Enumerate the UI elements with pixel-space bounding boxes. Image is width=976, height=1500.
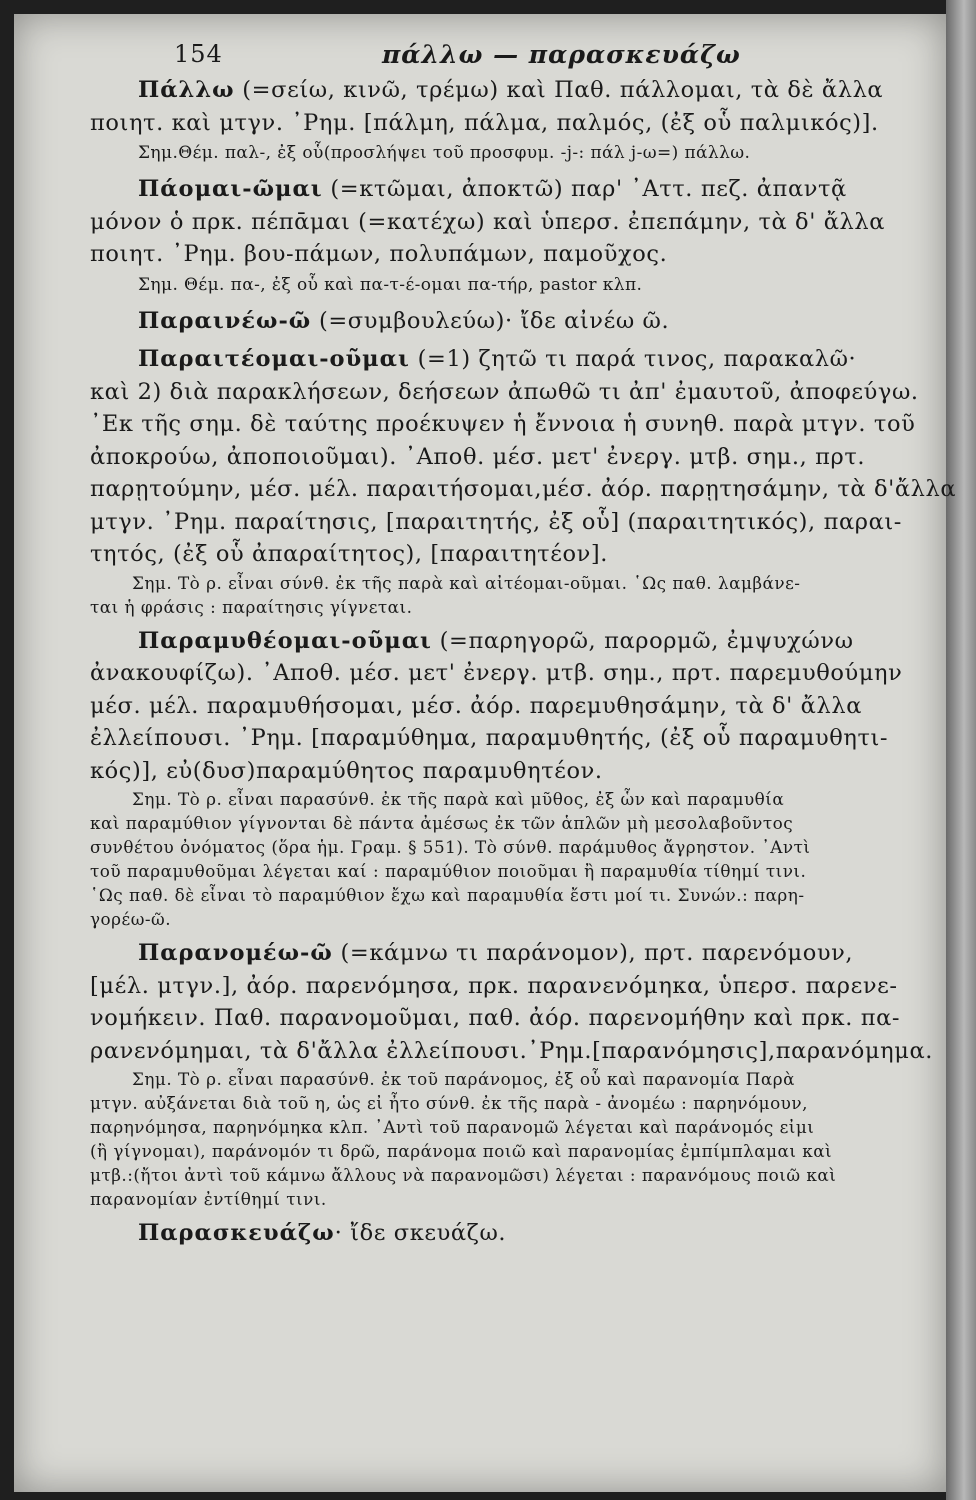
entry-text: νομήκειν. Παθ. παρανομοῦμαι, παθ. ἀόρ. παρενομήθην καὶ πρκ. πα-	[90, 1005, 901, 1031]
entry-headline	[90, 173, 935, 206]
note-line: Σημ. Τὸ ρ. εἶναι σύνθ. ἐκ τῆς παρὰ καὶ αἰτέομαι-οῦμαι. ῾Ως παθ. λαμβάνε-	[132, 572, 801, 593]
entry-lemma: Παρανομέω-ῶ	[138, 940, 333, 966]
entry-line	[90, 271, 935, 299]
page-number: 154	[174, 40, 223, 68]
entry-text: (=κτῶμαι, ἀποκτῶ) παρ' ᾿Αττ. πεζ. ἀπαντᾷ	[322, 176, 847, 202]
entry-headline	[90, 305, 935, 338]
running-head: πάλλω — παρασκευάζω	[382, 40, 741, 69]
entry-headline	[90, 625, 935, 658]
entry-text: καὶ 2) διὰ παρακλήσεων, δεήσεων ἀπωθῶ τι ἀπ' ἐμαυτοῦ, ἀποφεύγω.	[90, 378, 919, 405]
entry-headline	[90, 74, 935, 107]
note-line: συνθέτου ὀνόματος (ὅρα ἡμ. Γραμ. § 551). Τὸ σύνθ. παράμυθος ἄγρηστον. ᾿Αντὶ	[90, 837, 811, 857]
entry-line	[90, 473, 957, 506]
entry-headline	[90, 343, 935, 376]
entry-line	[90, 408, 935, 441]
note-line: (ἢ γίγνομαι), παράνομόν τι δρῶ, παράνομα ποιῶ καὶ παρανομίας ἐμπίμπλαμαι καὶ	[90, 1141, 833, 1161]
entry-headline	[90, 937, 935, 970]
entry-line	[90, 1035, 935, 1068]
entry-line	[90, 538, 935, 571]
entry-line	[90, 376, 935, 409]
dictionary-entry	[90, 74, 935, 167]
dictionary-entry	[90, 937, 935, 1211]
entry-line	[90, 441, 935, 474]
entry-text: ποιητ. καὶ μτγν. ᾿Ρημ. [πάλμη, πάλμα, παλμός, (ἐξ οὗ παλμικός)].	[90, 109, 879, 136]
entry-text: (=1) ζητῶ τι παρά τινος, παρακαλῶ·	[409, 346, 857, 372]
entry-text: τητός, (ἐξ οὗ ἀπαραίτητος), [παραιτητέον].	[90, 541, 609, 567]
entry-text: (=παρηγορῶ, παρορμῶ, ἐμψυχώνω	[431, 627, 854, 654]
book-edge	[946, 0, 976, 1500]
dictionary-entry	[90, 305, 935, 338]
entry-text: παρῃτούμην, μέσ. μέλ. παραιτήσομαι,μέσ. ἀόρ. παρῃτησάμην, τὰ δ'ἄλλα	[90, 476, 957, 502]
entry-line	[90, 1002, 935, 1035]
entry-lemma: Παραμυθέομαι-οῦμαι	[138, 627, 432, 654]
entry-text: μτγν. ᾿Ρημ. παραίτησις, [παραιτητής, ἐξ οὗ] (παραιτητικός), παραι-	[90, 508, 902, 535]
dictionary-entry	[90, 343, 957, 619]
note-line: καὶ παραμύθιον γίγνονται δὲ πάντα ἀμέσως ἐκ τῶν ἁπλῶν μὴ μεσολαβοῦντος	[90, 813, 794, 833]
entry-text: ἀποκρούω, ἀποποιοῦμαι). ᾿Αποθ. μέσ. μετ' ἐνεργ. μτβ. σημ., πρτ.	[90, 443, 866, 470]
entry-headline	[90, 1217, 935, 1250]
entry-text: ποιητ. ᾿Ρημ. βου-πάμων, πολυπάμων, παμοῦχος.	[90, 241, 668, 267]
note-line: γορέω-ῶ.	[90, 909, 172, 929]
note-line: Σημ. Τὸ ρ. εἶναι παρασύνθ. ἐκ τοῦ παράνομος, ἐξ οὗ καὶ παρανομία Παρὰ	[132, 1069, 795, 1089]
entry-text: Σημ.Θέμ. παλ-, ἐξ οὗ(προσλήψει τοῦ προσφυμ. -j-: πάλ j-ω=) πάλλω.	[138, 143, 751, 163]
page-header	[154, 36, 914, 76]
entry-text: [μέλ. μτγν.], ἀόρ. παρενόμησα, πρκ. παρανενόμηκα, ὑπερσ. παρενε-	[90, 972, 898, 999]
entry-text: ἀνακουφίζω). ᾿Αποθ. μέσ. μετ' ἐνεργ. μτβ. σημ., πρτ. παρεμυθούμην	[90, 660, 903, 686]
entry-text: (=συμβουλεύω)· ἴδε αἰνέω ῶ.	[311, 307, 670, 334]
entry-note	[90, 571, 935, 619]
note-line: Σημ. Τὸ ρ. εἶναι παρασύνθ. ἐκ τῆς παρὰ καὶ μῦθος, ἐξ ὧν καὶ παραμυθία	[132, 789, 785, 809]
entry-lemma: Πάλλω	[138, 77, 235, 103]
entry-line	[90, 690, 935, 723]
dictionary-entry	[90, 173, 935, 299]
entry-line	[90, 506, 935, 539]
dictionary-text	[90, 74, 957, 1256]
note-line: παρανομίαν ἐντίθημί τινι.	[90, 1189, 327, 1209]
entry-line	[90, 206, 935, 239]
note-line: ῾Ως παθ. δὲ εἶναι τὸ παραμύθιον ἔχω καὶ παραμυθία ἔστι μοί τι. Συνών.: παρη-	[90, 885, 805, 905]
entry-lemma: Παραινέω-ῶ	[138, 307, 312, 334]
dictionary-entry	[90, 625, 935, 932]
entry-text: (=κάμνω τι παράνομον), πρτ. παρενόμουν,	[332, 940, 854, 966]
entry-text: ἐλλείπουσι. ᾿Ρημ. [παραμύθημα, παραμυθητής, (ἐξ οὗ παραμυθητι-	[90, 725, 889, 751]
entry-line	[90, 657, 935, 690]
entry-text: μόνον ὁ πρκ. πέπᾱμαι (=κατέχω) καὶ ὑπερσ. ἐπεπάμην, τὰ δ' ἄλλα	[90, 208, 886, 235]
note-line: παρηνόμησα, παρηνόμηκα κλπ. ᾿Αντὶ τοῦ παρανομῶ λέγεται καὶ παράνομός εἰμι	[90, 1117, 815, 1137]
note-line: τοῦ παραμυθοῦμαι λέγεται καί : παραμύθιον ποιοῦμαι ἢ παραμυθία τίθημί τινι.	[90, 861, 807, 881]
entry-text: · ἴδε σκευάζω.	[334, 1220, 507, 1246]
note-line: μτγν. αὐξάνεται διὰ τοῦ η, ὡς εἰ ἦτο σύνθ. ἐκ τῆς παρὰ - ἀνομέω : παρηνόμουν,	[90, 1093, 808, 1113]
entry-line	[90, 970, 935, 1003]
entry-note	[90, 787, 935, 931]
entry-line	[90, 755, 935, 788]
note-line: ται ἡ φράσις : παραίτησις γίγνεται.	[90, 596, 413, 617]
entry-text: (=σείω, κινῶ, τρέμω) καὶ Παθ. πάλλομαι, τὰ δὲ ἄλλα	[234, 77, 884, 103]
entry-lemma: Πάομαι-ῶμαι	[138, 176, 323, 202]
dictionary-entry	[90, 1217, 935, 1250]
entry-text: μέσ. μέλ. παραμυθήσομαι, μέσ. ἀόρ. παρεμυθησάμην, τὰ δ' ἄλλα	[90, 692, 862, 719]
entry-line	[90, 107, 935, 140]
note-line: μτβ.:(ἤτοι ἀντὶ τοῦ κάμνω ἄλλους νὰ παρανομῶσι) λέγεται : παρανόμους ποιῶ καὶ	[90, 1165, 837, 1185]
entry-text: Σημ. Θέμ. πα-, ἐξ οὗ καὶ πα-τ-έ-ομαι πα-τήρ, pastor κλπ.	[138, 274, 643, 295]
entry-line	[90, 139, 935, 167]
entry-lemma: Παρασκευάζω	[138, 1220, 335, 1246]
entry-text: ρανενόμημαι, τὰ δ'ἄλλα ἐλλείπουσι.᾿Ρημ.[παρανόμησις],παρανόμημα.	[90, 1037, 933, 1064]
entry-lemma: Παραιτέομαι-οῦμαι	[138, 346, 410, 372]
entry-text: κός)], εὐ(δυσ)παραμύθητος παραμυθητέον.	[90, 757, 603, 784]
entry-line	[90, 722, 935, 755]
entry-line	[90, 238, 935, 271]
entry-text: ᾿Εκ τῆς σημ. δὲ ταύτης προέκυψεν ἡ ἔννοια ἡ συνηθ. παρὰ μτγν. τοῦ	[90, 411, 916, 437]
entry-note	[90, 1067, 935, 1211]
